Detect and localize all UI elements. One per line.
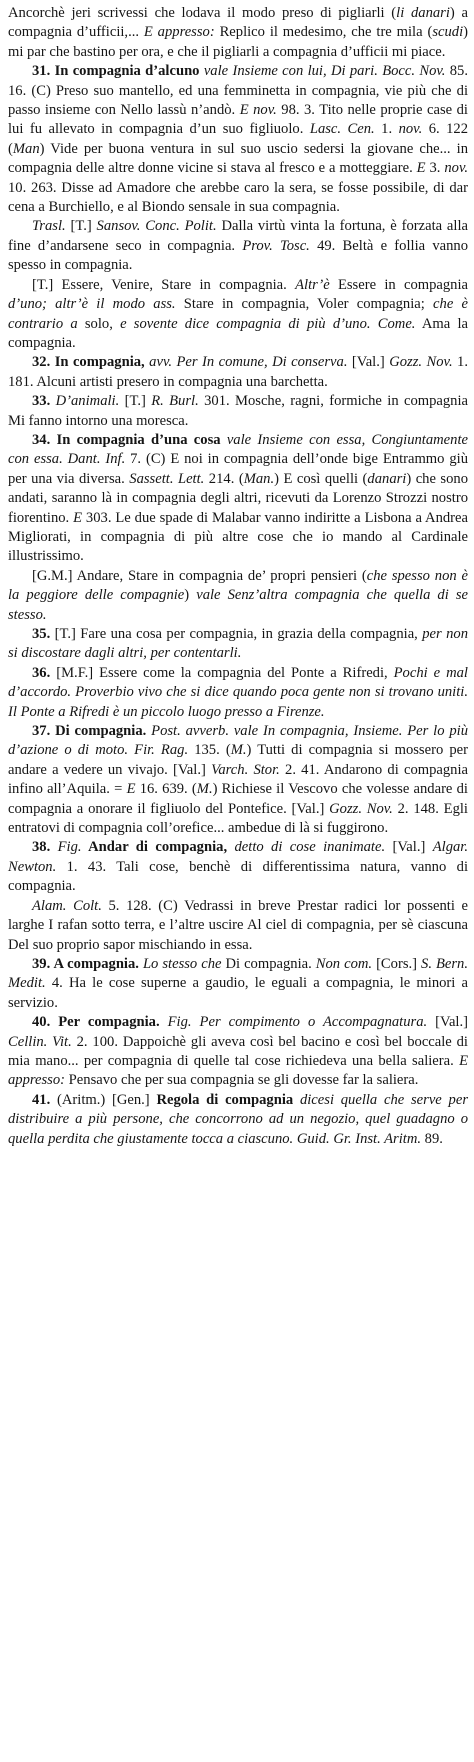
text-run: 33. <box>32 393 51 410</box>
entry-p31b <box>8 217 468 275</box>
text-run: Replico il medesimo, che tre mila ( <box>214 24 433 41</box>
text-run: 35. <box>32 626 51 642</box>
text-run: [M.F.] Essere come la compagnia del Ponte a Rifredi, <box>50 664 394 681</box>
text-run: M. <box>230 742 247 759</box>
text-run: [T.] Essere, Venire, Stare in compagnia. <box>32 276 296 293</box>
text-run: Sassett. Lett. <box>129 470 205 487</box>
text-run: Man <box>12 140 40 157</box>
text-run: 34. In compagnia d’una cosa <box>32 431 221 448</box>
text-run: Fig. Per compimento o Accompagnatura. <box>159 1014 428 1031</box>
text-run: 2. 41. Andarono di compagnia infino all’Aquila. = <box>8 761 468 798</box>
text-run: che spesso non è la peggiore delle compagnie <box>8 567 468 604</box>
text-run: Gozz. Nov. <box>389 354 453 371</box>
text-run: [G.M.] Andare, Stare in compagnia de’ propri pensieri ( <box>32 567 367 584</box>
text-run: Prov. Tosc. <box>242 237 310 254</box>
text-run: E appresso: <box>8 1052 468 1089</box>
text-run: 5. 128. (C) Vedrassi in breve Prestar radici lor possenti e larghe I rafan sotto terra, e l’altre uscire Al ciel di compagnia, per sè ciascuna Del suo proprio sapor mischiando in essa. <box>8 897 468 953</box>
text-run: 214. ( <box>204 470 244 487</box>
entry-p34 <box>8 431 468 567</box>
text-run: 32. In compagnia, <box>32 354 145 371</box>
text-run: 37. Di compagnia. <box>32 723 147 740</box>
text-run: detto di cose inanimate. <box>227 839 386 856</box>
text-run: Regola di compagnia <box>156 1091 294 1108</box>
text-run: 31. In compagnia d’alcuno <box>32 63 200 80</box>
text-run: 40. Per compagnia. <box>32 1014 160 1031</box>
text-run: ) Tutti di compagnia si mossero per andare a vedere un vivajo. [Val.] <box>8 742 468 778</box>
text-run: [T.] <box>119 393 152 410</box>
entry-p0 <box>8 4 468 62</box>
text-run: per non si discostare dagli altri, per contentarli. <box>8 626 468 662</box>
text-run: scudi <box>432 24 464 41</box>
text-run: 1. 43. Tali cose, benchè di differentissima natura, vanno di compagnia. <box>8 858 468 895</box>
entry-p36 <box>8 664 468 722</box>
text-run: ) E così quelli ( <box>274 470 368 487</box>
text-run: Lo stesso che <box>138 955 222 972</box>
text-run: 2. 148. Egli entratovi di compagnia coll’orefice... ambedue di là si fuggirono. <box>8 800 468 837</box>
text-run: S. Bern. Medit. <box>8 955 468 992</box>
text-run: ) Vide per buona ventura in sul suo uscio sedersi la giovane che... in compagnia delle altre donne vicine si stava al fresco e a motteggiare. <box>8 140 468 177</box>
entry-p37 <box>8 722 468 838</box>
text-run: e sovente dice compagnia di più d’uno. Come. <box>120 315 416 332</box>
text-run: ) <box>184 587 197 604</box>
text-run: vale Senz’altra compagnia che quella di se stesso. <box>8 587 469 623</box>
text-run: D’animali. <box>50 393 120 410</box>
text-run: Sansov. Conc. Polit. <box>96 218 217 235</box>
text-run: 38. <box>32 839 51 856</box>
text-run: [Val.] <box>427 1014 468 1031</box>
text-run: [Val.] <box>347 354 390 371</box>
text-run: Stare in compagnia, Voler compagnia; <box>175 296 434 313</box>
entry-p38 <box>8 838 468 896</box>
text-run: ) mi par che bastino per ora, e che il pigliarli a compagnia d’ufficii mi piace. <box>8 24 468 60</box>
text-run: 4. Ha le cose superne a gaudio, le eguali a compagnia, le minori a servizio. <box>8 975 468 1011</box>
text-run: 301. Mosche, ragni, formiche in compagnia Mi fanno intorno una moresca. <box>8 393 469 429</box>
text-run: vale Insieme con essa, Congiuntamente con essa. Dant. Inf. <box>8 431 468 468</box>
text-run: Lasc. Cen. <box>309 121 375 138</box>
text-run: danari <box>367 470 407 487</box>
text-run: E <box>416 160 426 177</box>
text-run: Cellin. Vit. <box>8 1033 72 1050</box>
text-run: nov. <box>444 160 468 177</box>
text-run: 16. 639. ( <box>135 781 197 798</box>
entry-p41 <box>8 1091 468 1149</box>
entry-p40 <box>8 1013 468 1091</box>
text-run: Non com. <box>315 955 373 972</box>
text-run: Pochi e mal d’accordo. Proverbio vivo che si dice quando poca gente non si trovano uniti. Il Ponte a Rifredi è un piccolo luogo presso a Firenze. <box>8 664 468 720</box>
text-run: che è contrario a <box>8 296 468 332</box>
text-run: ) a compagnia d’ufficii,... <box>8 5 468 41</box>
text-run: 89. <box>421 1130 443 1147</box>
text-run: Trasl. <box>32 218 66 235</box>
text-run: [Val.] <box>385 839 433 856</box>
text-run: ) Richiese il Vescovo che volesse andare di compagnia a onorare il figliuolo del Pontefice. [Val.] <box>8 781 468 817</box>
text-run: 7. (C) E noi in compagnia dell’onde bige Entrammo giù per una via diversa. <box>8 451 468 487</box>
text-run: Di compagnia. <box>221 955 316 972</box>
text-run: 135. ( <box>188 742 231 759</box>
text-run: 1. <box>374 121 399 138</box>
text-run: M. <box>196 781 213 798</box>
text-run: E <box>126 781 136 798</box>
text-run: li danari <box>396 5 450 21</box>
text-run: 49. Beltà e follia vanno spesso in compagnia. <box>8 237 468 274</box>
text-run: 1. 181. Alcuni artisti presero in compagnia una barchetta. <box>8 354 468 390</box>
text-run: E <box>73 509 83 526</box>
text-run: Ama la compagnia. <box>8 315 468 351</box>
text-run: 85. 16. (C) Preso suo mantello, ed una femminetta in compagnia, vie più che di passo insieme con Nello lassù n’andò. <box>8 63 468 119</box>
text-run: E nov. <box>239 102 277 119</box>
entry-p38b <box>8 897 468 955</box>
text-run: Ancorchè jeri scrivessi che lodava il modo preso di pigliarli ( <box>8 5 397 21</box>
entry-p39 <box>8 955 468 1013</box>
text-run: 6. 122 ( <box>8 121 468 157</box>
entry-p32 <box>8 353 468 392</box>
text-run: 3. <box>425 160 445 177</box>
entry-p33 <box>8 392 468 431</box>
text-run: 303. Le due spade di Malabar vanno indiritte a Lisbona a Andrea Migliorati, in compagnia di più altre cose che io mando al Cardinale illustrissimo. <box>8 509 468 565</box>
text-run: nov. <box>398 121 423 138</box>
text-run: Algar. Newton. <box>8 839 468 875</box>
entry-p31 <box>8 62 468 217</box>
text-run: Alam. Colt. <box>32 897 102 914</box>
text-run: E appresso: <box>143 24 215 41</box>
text-run: Dalla virtù vinta la fortuna, è forzata alla fine d’andarsene seco in compagnia. <box>8 218 469 254</box>
text-run: Essere in compagnia <box>329 276 468 293</box>
text-run: ) che sono andati, saranno là in compagnia degli altri, ricevuti da Lorenzo Strozzi nostro fiorentino. <box>8 470 468 526</box>
text-run: [T.] Fare una cosa per compagnia, in grazia della compagnia, <box>50 626 423 642</box>
text-run: vale Insieme con lui, Di pari. Bocc. Nov. <box>199 63 446 80</box>
text-run: 41. <box>32 1091 51 1108</box>
entry-p34b <box>8 567 468 625</box>
text-run: Varch. Stor. <box>211 761 280 778</box>
text-run: 36. <box>32 664 51 681</box>
text-run: Pensavo che per sua compagnia se gli dovesse far la saliera. <box>65 1072 419 1089</box>
text-run: R. Burl. <box>151 393 199 410</box>
text-run: 39. A compagnia. <box>32 955 139 972</box>
text-run: Altr’è <box>295 276 330 293</box>
text-run: d’uno; altr’è il modo ass. <box>8 296 176 313</box>
text-run: avv. Per In comune, Di conserva. <box>144 354 348 371</box>
entry-p31c <box>8 276 468 354</box>
text-run: 98. 3. Tito nelle proprie case di lui fu allevato in compagnia d’un suo figliuolo. <box>8 102 468 138</box>
text-run: Fig. <box>50 839 82 856</box>
text-run: 2. 100. Dappoichè gli aveva così bel bacino e così bel boccale di mia mano... per compagnia di quelle tal cose richiedeva una bella saliera. <box>8 1033 468 1069</box>
text-run: Andar di compagnia, <box>81 839 228 856</box>
text-run: 10. 263. Disse ad Amadore che arebbe caro la sera, se fosse possibile, di dar cena a Burchiello, e al Biondo sensale in sua compagnia. <box>8 179 468 216</box>
text-run: [Cors.] <box>372 955 422 972</box>
text-run: solo, <box>77 315 121 332</box>
text-run: Gozz. Nov. <box>329 800 393 817</box>
entry-p35 <box>8 625 468 664</box>
text-run: dicesi quella che serve per distribuire a più persone, che concorrono ad un negozio, quel guadagno o quella perdita che giustamente tocca a ciascuno. Guid. Gr. Inst. Aritm. <box>8 1091 468 1147</box>
text-run: Post. avverb. vale In compagnia, Insieme. Per lo più d’azione o di moto. Fir. Rag. <box>8 723 469 759</box>
text-run: [T.] <box>65 218 97 235</box>
text-run: Man. <box>243 470 275 487</box>
text-run: (Aritm.) [Gen.] <box>50 1091 157 1108</box>
